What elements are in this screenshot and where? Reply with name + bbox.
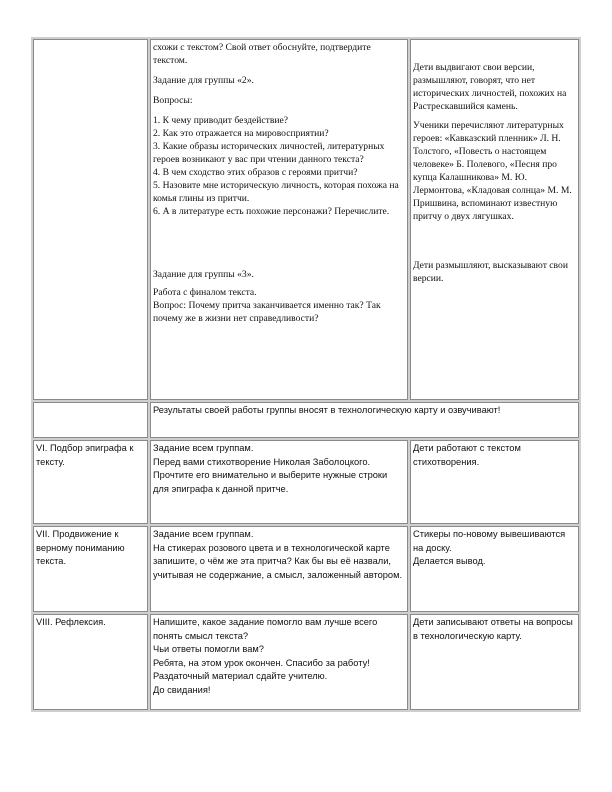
question-item: 6. А в литературе есть похожие персонажи? Перечислите. xyxy=(153,206,390,217)
teacher-activity-cell xyxy=(150,614,408,710)
paragraph: Перед вами стихотворение Николая Заболоцкого. Прочтите его внимательно и выберите нужные строки для эпиграфа к данной притче. xyxy=(153,456,388,494)
merged-activity-cell xyxy=(150,402,579,438)
question-item: 5. Назовите мне историческую личность, которая похожа на комья глины из притчи. xyxy=(153,180,399,204)
paragraph: Результаты своей работы группы вносят в технологическую карту и озвучивают! xyxy=(153,405,501,415)
lesson-plan-table xyxy=(31,37,581,712)
paragraph: Задание всем группам. xyxy=(153,529,254,539)
stage-text: VIII. Рефлексия. xyxy=(36,617,106,627)
stage-cell xyxy=(33,614,148,710)
stage-cell xyxy=(33,402,148,438)
paragraph: Чьи ответы помогли вам? xyxy=(153,644,264,654)
question-item: 2. Как это отражается на мировосприятии? xyxy=(153,128,329,139)
paragraph: Стикеры по-новому вывешиваются на доску. xyxy=(413,529,566,553)
paragraph: Ученики перечисляют литературных героев: «Кавказский пленник» Л. Н. Толстого, «Повесть о настоящем человеке» Б. Полевого, «Песня про купца Калашникова» М. Ю. Лермонтова, «Кладовая солнца» М. М. Пришвина, вспоминают известную притчу о двух лягушках. xyxy=(413,120,572,222)
stage-cell xyxy=(33,39,148,400)
paragraph: На стикерах розового цвета и в технологической карте запишите, о чём же эта притча? Как бы вы её назвали, учитывая не содержание, а смысл, заложенный автором. xyxy=(153,542,403,580)
paragraph: Напишите, какое задание помогло вам лучше всего понять смысл текста? xyxy=(153,617,378,641)
stage-cell xyxy=(33,440,148,524)
paragraph: Ребята, на этом урок окончен. Спасибо за работу! Раздаточный материал сдайте учителю. xyxy=(153,657,370,681)
paragraph: Дети записывают ответы на вопросы в технологическую карту. xyxy=(413,617,573,641)
paragraph: Задание всем группам. xyxy=(153,443,254,453)
paragraph: Дети работают с текстом стихотворения. xyxy=(413,443,521,467)
table-row xyxy=(33,526,579,612)
paragraph: Вопрос: Почему притча заканчивается именно так? Так почему же в жизни нет справедливости? xyxy=(153,300,381,324)
question-item: 1. К чему приводит бездействие? xyxy=(153,115,289,126)
student-activity-cell xyxy=(410,39,579,400)
student-activity-cell xyxy=(410,526,579,612)
paragraph: Делается вывод. xyxy=(413,556,486,566)
paragraph: Дети размышляют, высказывают свои версии. xyxy=(413,260,568,284)
table-row xyxy=(33,614,579,710)
teacher-activity-cell xyxy=(150,39,408,400)
student-activity-cell xyxy=(410,614,579,710)
teacher-activity-cell xyxy=(150,526,408,612)
paragraph: Дети выдвигают свои версии, размышляют, говорят, что нет исторических личностей, похожих на Растрескавшийся камень. xyxy=(413,62,567,112)
question-item: 3. Какие образы исторических личностей, литературных героев возникают у вас при чтении данного текста? xyxy=(153,141,385,165)
table-row xyxy=(33,440,579,524)
questions-heading: Вопросы: xyxy=(153,95,193,106)
paragraph: Работа с финалом текста. xyxy=(153,287,257,298)
stage-cell xyxy=(33,526,148,612)
stage-text: VII. Продвижение к верному пониманию текста. xyxy=(36,529,125,566)
paragraph: До свидания! xyxy=(153,684,211,695)
table-row xyxy=(33,402,579,438)
question-item: 4. В чем сходство этих образов с героями притчи? xyxy=(153,167,358,178)
stage-text: VI. Подбор эпиграфа к тексту. xyxy=(36,443,134,467)
paragraph: схожи с текстом? Свой ответ обоснуйте, подтвердите текстом. xyxy=(153,42,371,66)
teacher-activity-cell xyxy=(150,440,408,524)
group-task-heading: Задание для группы «3». xyxy=(153,269,254,280)
table-row xyxy=(33,39,579,400)
group-task-heading: Задание для группы «2». xyxy=(153,75,254,86)
student-activity-cell xyxy=(410,440,579,524)
